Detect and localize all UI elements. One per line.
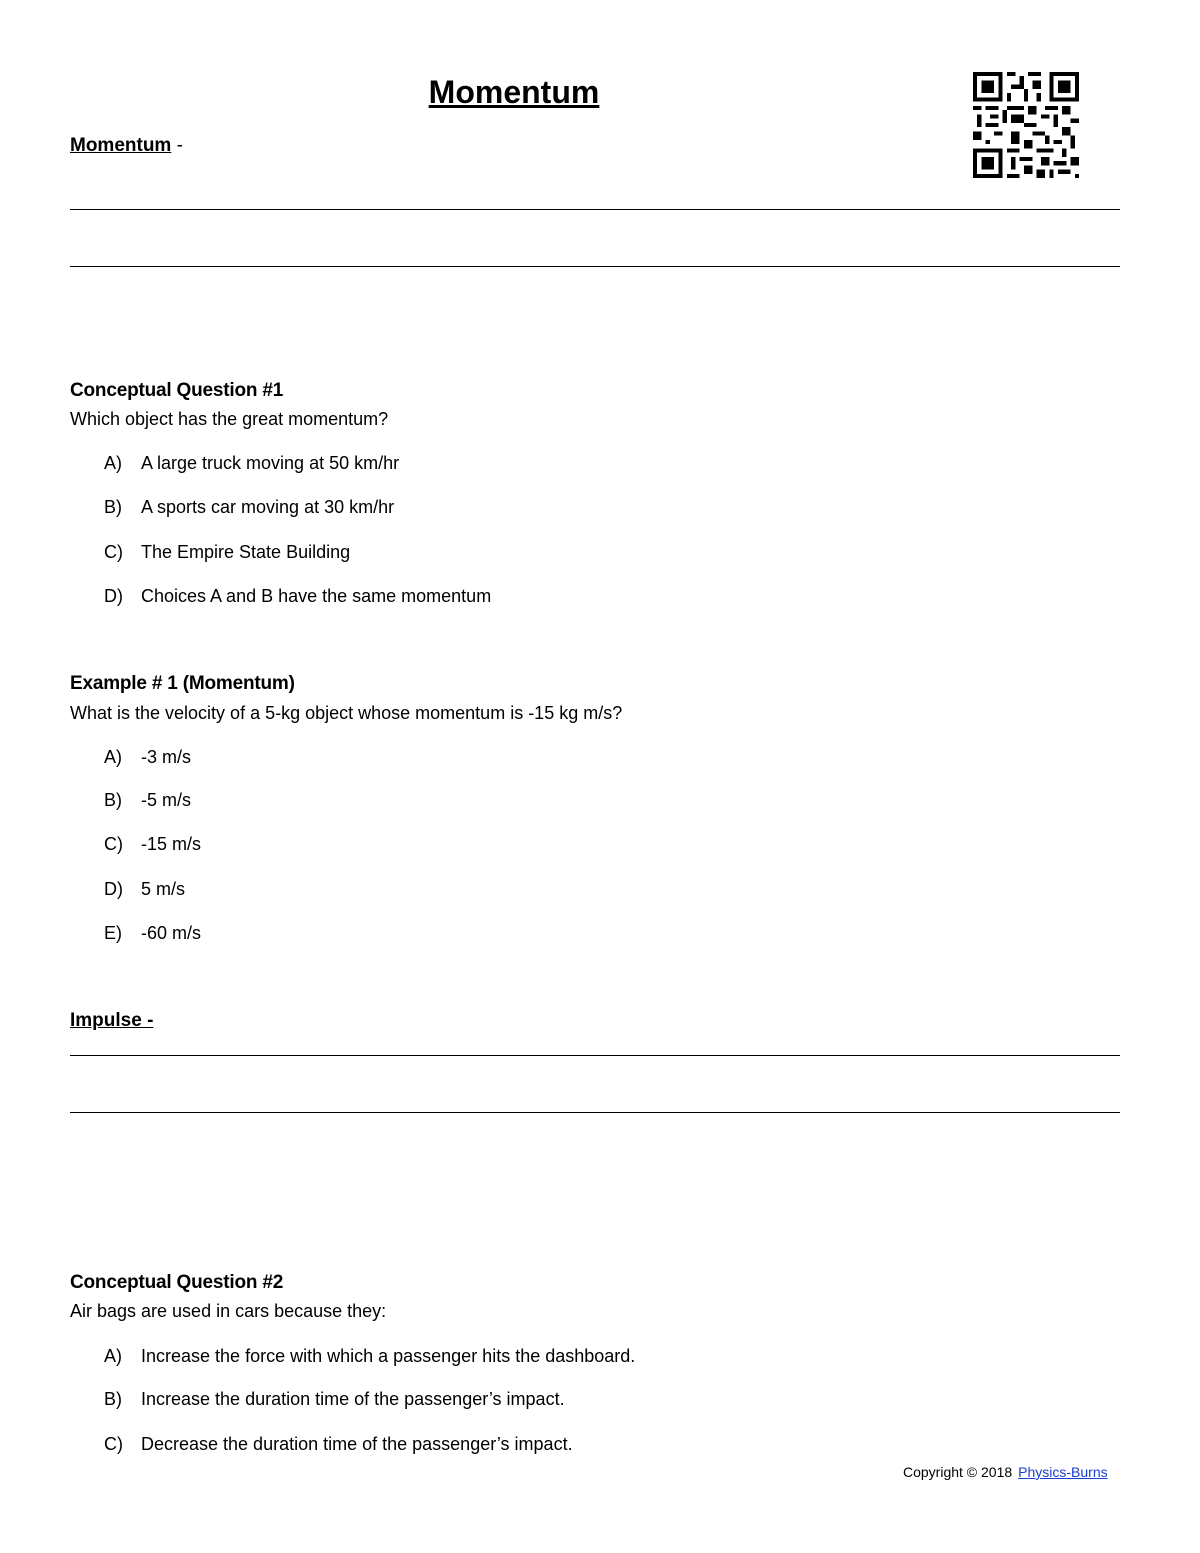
choice-letter: B): [104, 790, 122, 810]
choice-text: Increase the duration time of the passenger’s impact.: [141, 1389, 565, 1409]
momentum-term: Momentum: [70, 135, 172, 156]
impulse-definition: [70, 1010, 153, 1032]
answer-line: [70, 1055, 1120, 1056]
choice-text: Increase the force with which a passenger hits the dashboard.: [141, 1346, 636, 1366]
choice-text: 5 m/s: [141, 879, 186, 899]
choice: [104, 586, 491, 607]
choice: [104, 542, 350, 563]
physics-burns-link[interactable]: Physics-Burns: [1018, 1464, 1108, 1480]
impulse-term: Impulse -: [70, 1010, 154, 1031]
cq1-heading: Conceptual Question #1: [70, 380, 284, 401]
example1-heading: Example # 1 (Momentum): [70, 673, 295, 694]
choice-text: -5 m/s: [141, 790, 192, 810]
choice: [104, 747, 191, 768]
choice-letter: E): [104, 923, 122, 943]
choice-text: A large truck moving at 50 km/hr: [141, 453, 400, 473]
copyright-text: Copyright © 2018: [903, 1464, 1013, 1480]
page-title: Momentum: [428, 74, 600, 110]
choice-letter: C): [104, 1434, 123, 1454]
choice-text: -60 m/s: [141, 923, 202, 943]
cq2-heading: Conceptual Question #2: [70, 1272, 284, 1293]
choice: [104, 923, 201, 944]
choice: [104, 1346, 635, 1367]
momentum-definition: [70, 135, 183, 157]
momentum-separator: -: [171, 135, 183, 156]
choice-letter: B): [104, 1389, 122, 1409]
choice-letter: A): [104, 453, 122, 473]
answer-line: [70, 266, 1120, 267]
choice: [104, 453, 399, 474]
choice-letter: D): [104, 586, 123, 606]
footer-copyright: [903, 1464, 1108, 1480]
choice-letter: B): [104, 497, 122, 517]
choice-text: -15 m/s: [141, 834, 202, 854]
choice: [104, 790, 191, 811]
choice-letter: C): [104, 542, 123, 562]
choice-text: Decrease the duration time of the passenger’s impact.: [141, 1434, 573, 1454]
choice: [104, 834, 201, 855]
cq2-question: Air bags are used in cars because they:: [70, 1301, 387, 1321]
choice-letter: A): [104, 747, 122, 767]
choice-text: Choices A and B have the same momentum: [141, 586, 492, 606]
answer-line: [70, 209, 1120, 210]
choice: [104, 1434, 573, 1455]
cq1-question: Which object has the great momentum?: [70, 409, 389, 429]
choice: [104, 1389, 565, 1410]
choice-letter: C): [104, 834, 123, 854]
answer-line: [70, 1112, 1120, 1113]
choice-letter: D): [104, 879, 123, 899]
choice: [104, 497, 394, 518]
choice-text: -3 m/s: [141, 747, 192, 767]
qr-code-icon: [973, 72, 1079, 178]
example1-question: What is the velocity of a 5-kg object whose momentum is -15 kg m/s?: [70, 703, 623, 723]
choice: [104, 879, 185, 900]
choice-letter: A): [104, 1346, 122, 1366]
choice-text: A sports car moving at 30 km/hr: [141, 497, 395, 517]
choice-text: The Empire State Building: [141, 542, 351, 562]
